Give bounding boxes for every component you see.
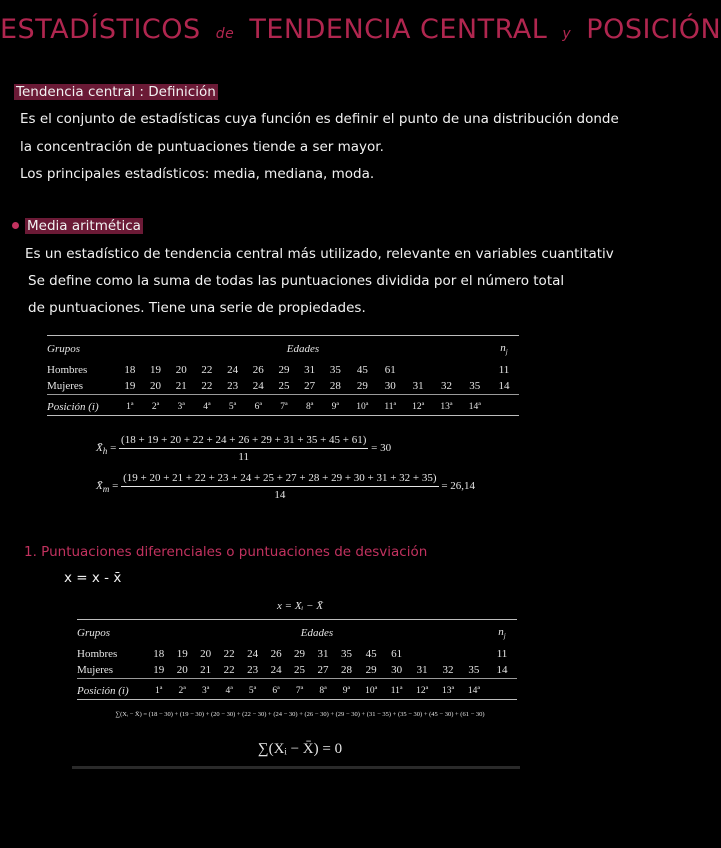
deviation-sum-expanded: ∑(Xᵢ − X̄) = (18 − 30) + (19 − 30) + (20 − 30) + (22 − 30) + (24 − 30) + (26 − 30) + (29 − 30) + (31 − 35) + (35 − 30) + (45 − 30) + (61 − 30) <box>115 711 485 718</box>
age-cell: 61 <box>391 648 403 661</box>
table-row <box>77 662 517 679</box>
age-cell: 18 <box>153 648 165 661</box>
definition-heading: Tendencia central : Definición <box>16 84 216 100</box>
bullet-icon <box>12 222 19 229</box>
mean-men-formula: $X̄_h$ = $\frac{(18 + 19 + 20 + 22 + 24 + 26 + 29 + 31 + 35 + 45 + 61)}{11}$ = 30 <box>96 434 392 463</box>
section-heading: 1. Puntuaciones diferenciales o puntuaciones de desviación <box>24 544 428 560</box>
age-cell: 45 <box>356 364 368 377</box>
col-header-ages: Edades <box>286 343 320 356</box>
age-cell: 24 <box>227 364 239 377</box>
age-cell: 35 <box>468 664 480 677</box>
age-cell: 30 <box>384 380 396 393</box>
page-title <box>0 14 721 45</box>
age-cell: 22 <box>201 364 213 377</box>
count-cell: 14 <box>498 380 510 393</box>
title-word: TENDENCIA CENTRAL <box>249 14 548 45</box>
position-cell: 5ª <box>248 686 257 697</box>
age-cell: 20 <box>176 664 188 677</box>
position-cell: 8ª <box>319 686 327 697</box>
age-cell: 27 <box>304 380 316 393</box>
age-cell: 28 <box>329 380 341 393</box>
age-cell: 31 <box>317 648 329 661</box>
age-cell: 32 <box>440 380 452 393</box>
age-cell: 29 <box>356 380 368 393</box>
age-cell: 25 <box>294 664 306 677</box>
age-cell: 31 <box>304 364 316 377</box>
age-cell <box>404 362 432 378</box>
age-cell: 35 <box>329 364 341 377</box>
age-cell: 22 <box>201 380 213 393</box>
position-cell: 11ª <box>384 402 397 413</box>
age-cell <box>461 362 489 378</box>
position-cell: 13ª <box>441 686 455 697</box>
table-formula: x = Xᵢ − X̄ <box>277 600 323 612</box>
age-cell: 24 <box>252 380 264 393</box>
age-cell: 28 <box>340 664 352 677</box>
mean-women-formula: $X̄_m$ = (19 + 20 + 21 + 22 + 23 + 24 + 25 + 27 + 28 + 29 + 30 + 31 + 32 + 35) 14 = 26,14 <box>96 472 476 501</box>
deviation-formula: x = x - x̄ <box>64 570 122 586</box>
age-cell: 23 <box>247 664 259 677</box>
count-cell: 11 <box>496 648 508 661</box>
title-connector: de <box>215 26 235 42</box>
position-label: Posición (i) <box>77 685 129 698</box>
position-cell: 14ª <box>468 402 481 413</box>
position-cell: 4ª <box>203 402 211 413</box>
table-rule <box>47 335 519 336</box>
age-cell: 26 <box>270 648 282 661</box>
ages-table-2 <box>77 619 517 700</box>
position-cell: 7ª <box>295 686 304 697</box>
media-line: Se define como la suma de todas las puntuaciones dividida por el número total <box>28 273 565 289</box>
count-cell: 14 <box>496 664 508 677</box>
ages-table-1 <box>47 335 519 416</box>
position-label: Posición (i) <box>47 401 99 414</box>
age-cell: 26 <box>252 364 264 377</box>
definition-line: la concentración de puntuaciones tiende a ser mayor. <box>20 139 384 155</box>
age-cell: 35 <box>340 648 352 661</box>
age-cell: 35 <box>469 380 481 393</box>
age-cell: 20 <box>200 648 212 661</box>
position-cell: 14ª <box>467 686 480 697</box>
position-cell: 10ª <box>365 686 378 697</box>
age-cell: 22 <box>223 648 235 661</box>
age-cell: 19 <box>124 380 136 393</box>
row-label: Hombres <box>47 364 88 377</box>
position-cell: 11ª <box>390 686 403 697</box>
table-row <box>47 378 519 395</box>
position-cell: 2ª <box>151 402 160 413</box>
age-cell: 31 <box>412 380 424 393</box>
age-cell <box>461 646 487 662</box>
title-word: ESTADÍSTICOS <box>0 14 201 45</box>
title-word: POSICIÓN <box>586 14 721 45</box>
table-rule <box>47 415 519 416</box>
age-cell: 61 <box>384 364 396 377</box>
position-cell: 10ª <box>356 402 369 413</box>
row-label: Mujeres <box>47 380 84 393</box>
col-header-ages: Edades <box>300 627 334 640</box>
position-cell: 1ª <box>126 402 134 413</box>
definition-line: Es el conjunto de estadísticas cuya función es definir el punto de una distribución donde <box>20 111 619 127</box>
age-cell: 24 <box>270 664 282 677</box>
position-cell: 12ª <box>412 402 425 413</box>
age-cell <box>432 362 460 378</box>
age-cell: 20 <box>175 364 187 377</box>
col-header-groups: Grupos <box>77 627 111 640</box>
bottom-rule <box>72 766 520 769</box>
age-cell: 31 <box>416 664 428 677</box>
position-cell: 9ª <box>331 402 340 413</box>
position-cell: 3ª <box>201 686 210 697</box>
position-cell: 9ª <box>342 686 351 697</box>
position-cell: 1ª <box>155 686 163 697</box>
age-cell: 32 <box>442 664 454 677</box>
age-cell: 29 <box>294 648 306 661</box>
age-cell: 21 <box>200 664 212 677</box>
col-header-nj: $n_j$ <box>498 626 506 641</box>
count-cell: 11 <box>498 364 510 377</box>
table-rule <box>77 619 517 620</box>
position-cell: 8ª <box>305 402 314 413</box>
age-cell: 24 <box>247 648 259 661</box>
row-label: Mujeres <box>77 664 114 677</box>
position-cell: 5ª <box>228 402 237 413</box>
position-row <box>77 679 517 700</box>
age-cell: 29 <box>278 364 290 377</box>
age-cell <box>409 646 435 662</box>
media-line: Es un estadístico de tendencia central más utilizado, relevante en variables cuantitativ <box>25 246 614 262</box>
definition-line: Los principales estadísticos: media, mediana, moda. <box>20 166 375 182</box>
age-cell: 20 <box>150 380 162 393</box>
age-cell: 19 <box>153 664 165 677</box>
deviation-sum-result: ∑(Xᵢ − X̄) = 0 <box>257 741 343 757</box>
position-cell: 13ª <box>440 402 453 413</box>
age-cell: 30 <box>391 664 403 677</box>
age-cell: 25 <box>278 380 290 393</box>
media-heading: Media aritmética <box>27 218 141 234</box>
age-cell: 27 <box>317 664 329 677</box>
position-cell: 2ª <box>178 686 186 697</box>
age-cell: 19 <box>150 364 162 377</box>
col-header-nj: $n_j$ <box>500 342 508 357</box>
position-cell: 12ª <box>416 686 429 697</box>
age-cell: 19 <box>176 648 188 661</box>
position-row <box>47 395 519 416</box>
table-rule <box>77 699 517 700</box>
table-row <box>77 646 517 662</box>
age-cell: 18 <box>124 364 136 377</box>
position-cell: 6ª <box>254 402 262 413</box>
media-line: de puntuaciones. Tiene una serie de propiedades. <box>28 300 366 316</box>
col-header-groups: Grupos <box>47 343 81 356</box>
position-cell: 3ª <box>177 402 185 413</box>
table-row <box>47 362 519 378</box>
position-cell: 6ª <box>272 686 280 697</box>
age-cell: 29 <box>365 664 377 677</box>
age-cell: 21 <box>175 380 187 393</box>
row-label: Hombres <box>77 648 118 661</box>
age-cell: 23 <box>227 380 239 393</box>
age-cell: 22 <box>223 664 235 677</box>
position-cell: 7ª <box>280 402 288 413</box>
title-connector: y <box>562 26 572 42</box>
age-cell: 45 <box>365 648 377 661</box>
position-cell: 4ª <box>225 686 233 697</box>
age-cell <box>435 646 461 662</box>
